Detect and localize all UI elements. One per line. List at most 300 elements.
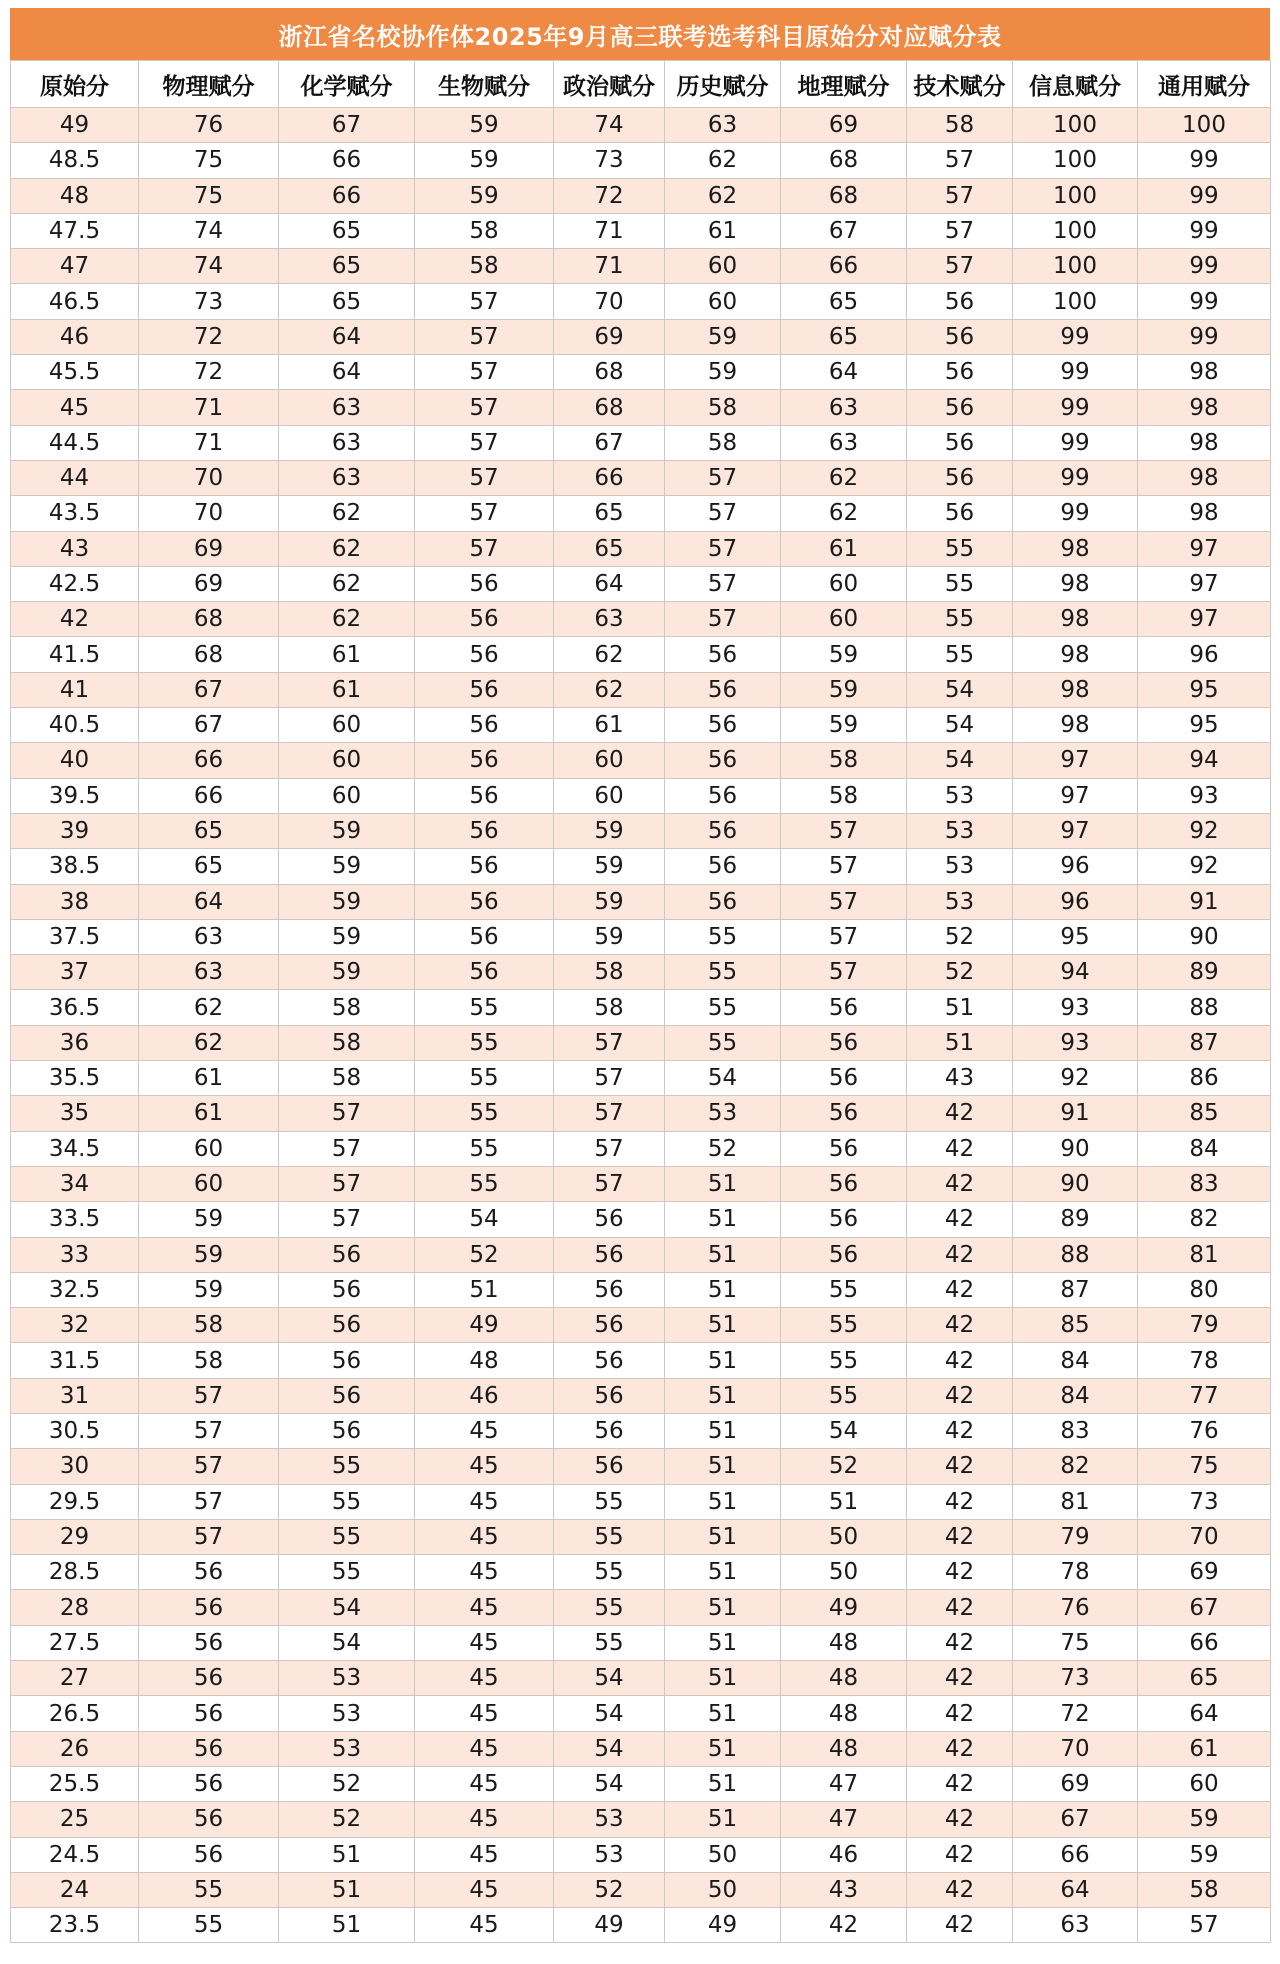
assigned-score-cell: 99 xyxy=(1138,143,1271,178)
column-header: 政治赋分 xyxy=(554,61,665,108)
assigned-score-cell: 58 xyxy=(415,213,554,248)
column-header: 技术赋分 xyxy=(907,61,1013,108)
assigned-score-cell: 56 xyxy=(665,708,781,743)
assigned-score-cell: 99 xyxy=(1013,460,1138,495)
assigned-score-cell: 67 xyxy=(139,672,279,707)
assigned-score-cell: 62 xyxy=(279,602,415,637)
raw-score-cell: 44.5 xyxy=(11,425,139,460)
assigned-score-cell: 58 xyxy=(415,249,554,284)
assigned-score-cell: 75 xyxy=(139,178,279,213)
assigned-score-cell: 95 xyxy=(1013,919,1138,954)
table-title: 浙江省名校协作体2025年9月高三联考选考科目原始分对应赋分表 xyxy=(10,8,1270,60)
raw-score-cell: 24.5 xyxy=(11,1837,139,1872)
raw-score-cell: 40 xyxy=(11,743,139,778)
assigned-score-cell: 60 xyxy=(139,1166,279,1201)
assigned-score-cell: 55 xyxy=(139,1872,279,1907)
assigned-score-cell: 59 xyxy=(415,143,554,178)
assigned-score-cell: 54 xyxy=(554,1661,665,1696)
assigned-score-cell: 55 xyxy=(554,1590,665,1625)
assigned-score-cell: 59 xyxy=(279,919,415,954)
assigned-score-cell: 64 xyxy=(554,566,665,601)
assigned-score-cell: 60 xyxy=(554,778,665,813)
assigned-score-cell: 42 xyxy=(907,1661,1013,1696)
assigned-score-cell: 61 xyxy=(279,637,415,672)
assigned-score-cell: 61 xyxy=(1138,1731,1271,1766)
table-row xyxy=(11,1308,1271,1343)
assigned-score-cell: 55 xyxy=(665,1025,781,1060)
assigned-score-cell: 45 xyxy=(415,1449,554,1484)
raw-score-cell: 38.5 xyxy=(11,849,139,884)
assigned-score-cell: 56 xyxy=(554,1272,665,1307)
raw-score-cell: 34 xyxy=(11,1166,139,1201)
assigned-score-cell: 57 xyxy=(415,531,554,566)
assigned-score-cell: 48 xyxy=(781,1731,907,1766)
assigned-score-cell: 53 xyxy=(907,778,1013,813)
assigned-score-cell: 66 xyxy=(1138,1625,1271,1660)
assigned-score-cell: 97 xyxy=(1138,566,1271,601)
assigned-score-cell: 59 xyxy=(139,1237,279,1272)
assigned-score-cell: 56 xyxy=(907,425,1013,460)
raw-score-cell: 26 xyxy=(11,1731,139,1766)
assigned-score-cell: 60 xyxy=(139,1131,279,1166)
assigned-score-cell: 42 xyxy=(907,1555,1013,1590)
assigned-score-cell: 62 xyxy=(781,460,907,495)
assigned-score-cell: 83 xyxy=(1013,1413,1138,1448)
assigned-score-cell: 50 xyxy=(665,1872,781,1907)
assigned-score-cell: 74 xyxy=(139,249,279,284)
assigned-score-cell: 56 xyxy=(665,637,781,672)
assigned-score-cell: 99 xyxy=(1013,390,1138,425)
assigned-score-cell: 58 xyxy=(665,390,781,425)
table-row xyxy=(11,708,1271,743)
table-row xyxy=(11,884,1271,919)
assigned-score-cell: 82 xyxy=(1138,1202,1271,1237)
assigned-score-cell: 57 xyxy=(665,496,781,531)
column-header: 地理赋分 xyxy=(781,61,907,108)
assigned-score-cell: 74 xyxy=(554,108,665,143)
assigned-score-cell: 51 xyxy=(665,1625,781,1660)
assigned-score-cell: 93 xyxy=(1138,778,1271,813)
raw-score-cell: 28 xyxy=(11,1590,139,1625)
assigned-score-cell: 99 xyxy=(1138,284,1271,319)
assigned-score-cell: 55 xyxy=(415,1096,554,1131)
assigned-score-cell: 59 xyxy=(139,1202,279,1237)
assigned-score-cell: 55 xyxy=(279,1555,415,1590)
assigned-score-cell: 52 xyxy=(781,1449,907,1484)
assigned-score-cell: 48 xyxy=(781,1661,907,1696)
assigned-score-cell: 55 xyxy=(139,1908,279,1943)
table-row xyxy=(11,1449,1271,1484)
assigned-score-cell: 67 xyxy=(1138,1590,1271,1625)
assigned-score-cell: 51 xyxy=(279,1837,415,1872)
assigned-score-cell: 78 xyxy=(1138,1343,1271,1378)
table-row xyxy=(11,143,1271,178)
assigned-score-cell: 66 xyxy=(279,178,415,213)
raw-score-cell: 34.5 xyxy=(11,1131,139,1166)
assigned-score-cell: 62 xyxy=(279,531,415,566)
assigned-score-cell: 80 xyxy=(1138,1272,1271,1307)
assigned-score-cell: 63 xyxy=(279,390,415,425)
assigned-score-cell: 96 xyxy=(1013,849,1138,884)
assigned-score-cell: 42 xyxy=(907,1343,1013,1378)
assigned-score-cell: 45 xyxy=(415,1802,554,1837)
assigned-score-cell: 65 xyxy=(279,249,415,284)
table-row xyxy=(11,566,1271,601)
assigned-score-cell: 56 xyxy=(781,1131,907,1166)
assigned-score-cell: 97 xyxy=(1138,602,1271,637)
assigned-score-cell: 90 xyxy=(1013,1131,1138,1166)
assigned-score-cell: 47 xyxy=(781,1766,907,1801)
assigned-score-cell: 63 xyxy=(139,919,279,954)
assigned-score-cell: 45 xyxy=(415,1413,554,1448)
assigned-score-cell: 59 xyxy=(554,813,665,848)
table-row xyxy=(11,355,1271,390)
table-row xyxy=(11,813,1271,848)
assigned-score-cell: 60 xyxy=(279,743,415,778)
score-table xyxy=(10,60,1271,1943)
assigned-score-cell: 42 xyxy=(907,1766,1013,1801)
assigned-score-cell: 75 xyxy=(1138,1449,1271,1484)
assigned-score-cell: 62 xyxy=(279,496,415,531)
assigned-score-cell: 56 xyxy=(415,708,554,743)
assigned-score-cell: 57 xyxy=(415,460,554,495)
assigned-score-cell: 57 xyxy=(554,1166,665,1201)
assigned-score-cell: 76 xyxy=(139,108,279,143)
assigned-score-cell: 45 xyxy=(415,1625,554,1660)
assigned-score-cell: 56 xyxy=(554,1449,665,1484)
table-row xyxy=(11,1413,1271,1448)
assigned-score-cell: 59 xyxy=(279,849,415,884)
assigned-score-cell: 57 xyxy=(554,1131,665,1166)
assigned-score-cell: 98 xyxy=(1138,496,1271,531)
assigned-score-cell: 56 xyxy=(279,1413,415,1448)
assigned-score-cell: 66 xyxy=(139,743,279,778)
assigned-score-cell: 57 xyxy=(415,355,554,390)
assigned-score-cell: 56 xyxy=(415,602,554,637)
assigned-score-cell: 75 xyxy=(1013,1625,1138,1660)
table-row xyxy=(11,990,1271,1025)
assigned-score-cell: 68 xyxy=(139,602,279,637)
assigned-score-cell: 55 xyxy=(907,637,1013,672)
assigned-score-cell: 65 xyxy=(554,496,665,531)
assigned-score-cell: 56 xyxy=(554,1237,665,1272)
assigned-score-cell: 57 xyxy=(907,143,1013,178)
assigned-score-cell: 48 xyxy=(781,1625,907,1660)
assigned-score-cell: 59 xyxy=(415,178,554,213)
score-conversion-sheet xyxy=(10,8,1270,1943)
assigned-score-cell: 55 xyxy=(781,1308,907,1343)
assigned-score-cell: 59 xyxy=(781,708,907,743)
assigned-score-cell: 52 xyxy=(279,1802,415,1837)
assigned-score-cell: 89 xyxy=(1138,955,1271,990)
assigned-score-cell: 57 xyxy=(554,1096,665,1131)
raw-score-cell: 28.5 xyxy=(11,1555,139,1590)
assigned-score-cell: 66 xyxy=(781,249,907,284)
assigned-score-cell: 52 xyxy=(279,1766,415,1801)
assigned-score-cell: 51 xyxy=(665,1731,781,1766)
raw-score-cell: 37 xyxy=(11,955,139,990)
assigned-score-cell: 99 xyxy=(1013,355,1138,390)
assigned-score-cell: 100 xyxy=(1013,249,1138,284)
assigned-score-cell: 77 xyxy=(1138,1378,1271,1413)
assigned-score-cell: 62 xyxy=(279,566,415,601)
assigned-score-cell: 60 xyxy=(1138,1766,1271,1801)
table-row xyxy=(11,496,1271,531)
assigned-score-cell: 70 xyxy=(1013,1731,1138,1766)
raw-score-cell: 29 xyxy=(11,1519,139,1554)
assigned-score-cell: 64 xyxy=(1013,1872,1138,1907)
assigned-score-cell: 98 xyxy=(1138,460,1271,495)
assigned-score-cell: 54 xyxy=(279,1590,415,1625)
assigned-score-cell: 56 xyxy=(907,319,1013,354)
assigned-score-cell: 52 xyxy=(415,1237,554,1272)
assigned-score-cell: 57 xyxy=(1138,1908,1271,1943)
raw-score-cell: 31 xyxy=(11,1378,139,1413)
raw-score-cell: 35.5 xyxy=(11,1061,139,1096)
assigned-score-cell: 74 xyxy=(139,213,279,248)
table-row xyxy=(11,1696,1271,1731)
assigned-score-cell: 57 xyxy=(781,955,907,990)
assigned-score-cell: 75 xyxy=(139,143,279,178)
assigned-score-cell: 69 xyxy=(1138,1555,1271,1590)
table-row xyxy=(11,672,1271,707)
raw-score-cell: 39.5 xyxy=(11,778,139,813)
assigned-score-cell: 56 xyxy=(907,496,1013,531)
assigned-score-cell: 45 xyxy=(415,1696,554,1731)
assigned-score-cell: 51 xyxy=(665,1484,781,1519)
raw-score-cell: 38 xyxy=(11,884,139,919)
table-row xyxy=(11,531,1271,566)
assigned-score-cell: 56 xyxy=(781,1237,907,1272)
assigned-score-cell: 54 xyxy=(554,1696,665,1731)
assigned-score-cell: 69 xyxy=(139,566,279,601)
assigned-score-cell: 57 xyxy=(415,284,554,319)
assigned-score-cell: 93 xyxy=(1013,990,1138,1025)
assigned-score-cell: 57 xyxy=(665,566,781,601)
assigned-score-cell: 98 xyxy=(1013,672,1138,707)
assigned-score-cell: 100 xyxy=(1013,213,1138,248)
assigned-score-cell: 59 xyxy=(554,849,665,884)
assigned-score-cell: 68 xyxy=(781,178,907,213)
assigned-score-cell: 51 xyxy=(665,1202,781,1237)
assigned-score-cell: 93 xyxy=(1013,1025,1138,1060)
assigned-score-cell: 57 xyxy=(907,213,1013,248)
assigned-score-cell: 55 xyxy=(415,1061,554,1096)
assigned-score-cell: 56 xyxy=(665,672,781,707)
assigned-score-cell: 57 xyxy=(665,460,781,495)
table-row xyxy=(11,178,1271,213)
assigned-score-cell: 81 xyxy=(1138,1237,1271,1272)
assigned-score-cell: 51 xyxy=(665,1449,781,1484)
raw-score-cell: 41.5 xyxy=(11,637,139,672)
assigned-score-cell: 83 xyxy=(1138,1166,1271,1201)
assigned-score-cell: 59 xyxy=(781,672,907,707)
assigned-score-cell: 96 xyxy=(1138,637,1271,672)
assigned-score-cell: 61 xyxy=(781,531,907,566)
table-row xyxy=(11,1202,1271,1237)
assigned-score-cell: 70 xyxy=(139,496,279,531)
assigned-score-cell: 51 xyxy=(279,1872,415,1907)
assigned-score-cell: 54 xyxy=(554,1731,665,1766)
assigned-score-cell: 59 xyxy=(665,319,781,354)
assigned-score-cell: 59 xyxy=(665,355,781,390)
assigned-score-cell: 60 xyxy=(781,602,907,637)
assigned-score-cell: 58 xyxy=(279,990,415,1025)
assigned-score-cell: 61 xyxy=(139,1061,279,1096)
assigned-score-cell: 62 xyxy=(554,637,665,672)
assigned-score-cell: 63 xyxy=(139,955,279,990)
raw-score-cell: 45.5 xyxy=(11,355,139,390)
assigned-score-cell: 100 xyxy=(1013,178,1138,213)
assigned-score-cell: 69 xyxy=(781,108,907,143)
assigned-score-cell: 51 xyxy=(781,1484,907,1519)
assigned-score-cell: 59 xyxy=(554,919,665,954)
raw-score-cell: 42 xyxy=(11,602,139,637)
assigned-score-cell: 60 xyxy=(554,743,665,778)
assigned-score-cell: 66 xyxy=(1013,1837,1138,1872)
assigned-score-cell: 55 xyxy=(907,602,1013,637)
assigned-score-cell: 57 xyxy=(139,1413,279,1448)
assigned-score-cell: 92 xyxy=(1138,849,1271,884)
assigned-score-cell: 59 xyxy=(1138,1802,1271,1837)
assigned-score-cell: 91 xyxy=(1138,884,1271,919)
assigned-score-cell: 66 xyxy=(139,778,279,813)
table-row xyxy=(11,955,1271,990)
assigned-score-cell: 57 xyxy=(415,496,554,531)
raw-score-cell: 47.5 xyxy=(11,213,139,248)
assigned-score-cell: 68 xyxy=(139,637,279,672)
assigned-score-cell: 56 xyxy=(415,813,554,848)
assigned-score-cell: 57 xyxy=(279,1131,415,1166)
assigned-score-cell: 78 xyxy=(1013,1555,1138,1590)
raw-score-cell: 41 xyxy=(11,672,139,707)
assigned-score-cell: 56 xyxy=(139,1731,279,1766)
assigned-score-cell: 73 xyxy=(554,143,665,178)
assigned-score-cell: 56 xyxy=(665,778,781,813)
assigned-score-cell: 42 xyxy=(907,1449,1013,1484)
assigned-score-cell: 56 xyxy=(139,1837,279,1872)
assigned-score-cell: 86 xyxy=(1138,1061,1271,1096)
assigned-score-cell: 97 xyxy=(1013,813,1138,848)
raw-score-cell: 31.5 xyxy=(11,1343,139,1378)
assigned-score-cell: 57 xyxy=(781,884,907,919)
assigned-score-cell: 45 xyxy=(415,1766,554,1801)
assigned-score-cell: 53 xyxy=(907,813,1013,848)
assigned-score-cell: 68 xyxy=(781,143,907,178)
assigned-score-cell: 98 xyxy=(1013,637,1138,672)
assigned-score-cell: 51 xyxy=(665,1661,781,1696)
assigned-score-cell: 65 xyxy=(139,849,279,884)
table-row xyxy=(11,1802,1271,1837)
assigned-score-cell: 55 xyxy=(554,1519,665,1554)
raw-score-cell: 49 xyxy=(11,108,139,143)
assigned-score-cell: 45 xyxy=(415,1837,554,1872)
assigned-score-cell: 62 xyxy=(781,496,907,531)
assigned-score-cell: 45 xyxy=(415,1731,554,1766)
assigned-score-cell: 89 xyxy=(1013,1202,1138,1237)
assigned-score-cell: 42 xyxy=(907,1413,1013,1448)
assigned-score-cell: 97 xyxy=(1013,743,1138,778)
assigned-score-cell: 59 xyxy=(279,884,415,919)
assigned-score-cell: 100 xyxy=(1138,108,1271,143)
assigned-score-cell: 65 xyxy=(279,213,415,248)
assigned-score-cell: 53 xyxy=(907,884,1013,919)
assigned-score-cell: 56 xyxy=(781,990,907,1025)
assigned-score-cell: 56 xyxy=(554,1343,665,1378)
assigned-score-cell: 51 xyxy=(665,1519,781,1554)
assigned-score-cell: 56 xyxy=(907,284,1013,319)
assigned-score-cell: 59 xyxy=(415,108,554,143)
assigned-score-cell: 42 xyxy=(907,1696,1013,1731)
assigned-score-cell: 42 xyxy=(907,1096,1013,1131)
assigned-score-cell: 72 xyxy=(139,355,279,390)
assigned-score-cell: 63 xyxy=(279,425,415,460)
assigned-score-cell: 61 xyxy=(139,1096,279,1131)
assigned-score-cell: 61 xyxy=(665,213,781,248)
assigned-score-cell: 60 xyxy=(665,249,781,284)
assigned-score-cell: 67 xyxy=(279,108,415,143)
assigned-score-cell: 91 xyxy=(1013,1096,1138,1131)
assigned-score-cell: 52 xyxy=(554,1872,665,1907)
raw-score-cell: 45 xyxy=(11,390,139,425)
assigned-score-cell: 57 xyxy=(139,1484,279,1519)
assigned-score-cell: 98 xyxy=(1138,390,1271,425)
table-row xyxy=(11,743,1271,778)
column-header: 信息赋分 xyxy=(1013,61,1138,108)
assigned-score-cell: 51 xyxy=(665,1308,781,1343)
assigned-score-cell: 45 xyxy=(415,1872,554,1907)
assigned-score-cell: 100 xyxy=(1013,108,1138,143)
assigned-score-cell: 59 xyxy=(279,955,415,990)
assigned-score-cell: 63 xyxy=(1013,1908,1138,1943)
assigned-score-cell: 57 xyxy=(781,849,907,884)
assigned-score-cell: 56 xyxy=(781,1025,907,1060)
assigned-score-cell: 50 xyxy=(781,1555,907,1590)
assigned-score-cell: 84 xyxy=(1013,1343,1138,1378)
table-row xyxy=(11,602,1271,637)
table-row xyxy=(11,108,1271,143)
assigned-score-cell: 90 xyxy=(1013,1166,1138,1201)
assigned-score-cell: 55 xyxy=(415,990,554,1025)
assigned-score-cell: 71 xyxy=(139,425,279,460)
table-row xyxy=(11,213,1271,248)
assigned-score-cell: 99 xyxy=(1138,319,1271,354)
assigned-score-cell: 60 xyxy=(781,566,907,601)
assigned-score-cell: 42 xyxy=(907,1272,1013,1307)
raw-score-cell: 35 xyxy=(11,1096,139,1131)
assigned-score-cell: 87 xyxy=(1013,1272,1138,1307)
assigned-score-cell: 63 xyxy=(665,108,781,143)
table-row xyxy=(11,1343,1271,1378)
table-row xyxy=(11,1555,1271,1590)
assigned-score-cell: 54 xyxy=(665,1061,781,1096)
assigned-score-cell: 85 xyxy=(1138,1096,1271,1131)
table-row xyxy=(11,1908,1271,1943)
assigned-score-cell: 59 xyxy=(1138,1837,1271,1872)
assigned-score-cell: 51 xyxy=(665,1378,781,1413)
assigned-score-cell: 51 xyxy=(665,1272,781,1307)
table-row xyxy=(11,1096,1271,1131)
assigned-score-cell: 54 xyxy=(554,1766,665,1801)
assigned-score-cell: 65 xyxy=(279,284,415,319)
assigned-score-cell: 56 xyxy=(415,743,554,778)
assigned-score-cell: 56 xyxy=(781,1096,907,1131)
assigned-score-cell: 42 xyxy=(907,1837,1013,1872)
table-row xyxy=(11,1061,1271,1096)
assigned-score-cell: 42 xyxy=(907,1202,1013,1237)
assigned-score-cell: 52 xyxy=(907,919,1013,954)
assigned-score-cell: 51 xyxy=(279,1908,415,1943)
